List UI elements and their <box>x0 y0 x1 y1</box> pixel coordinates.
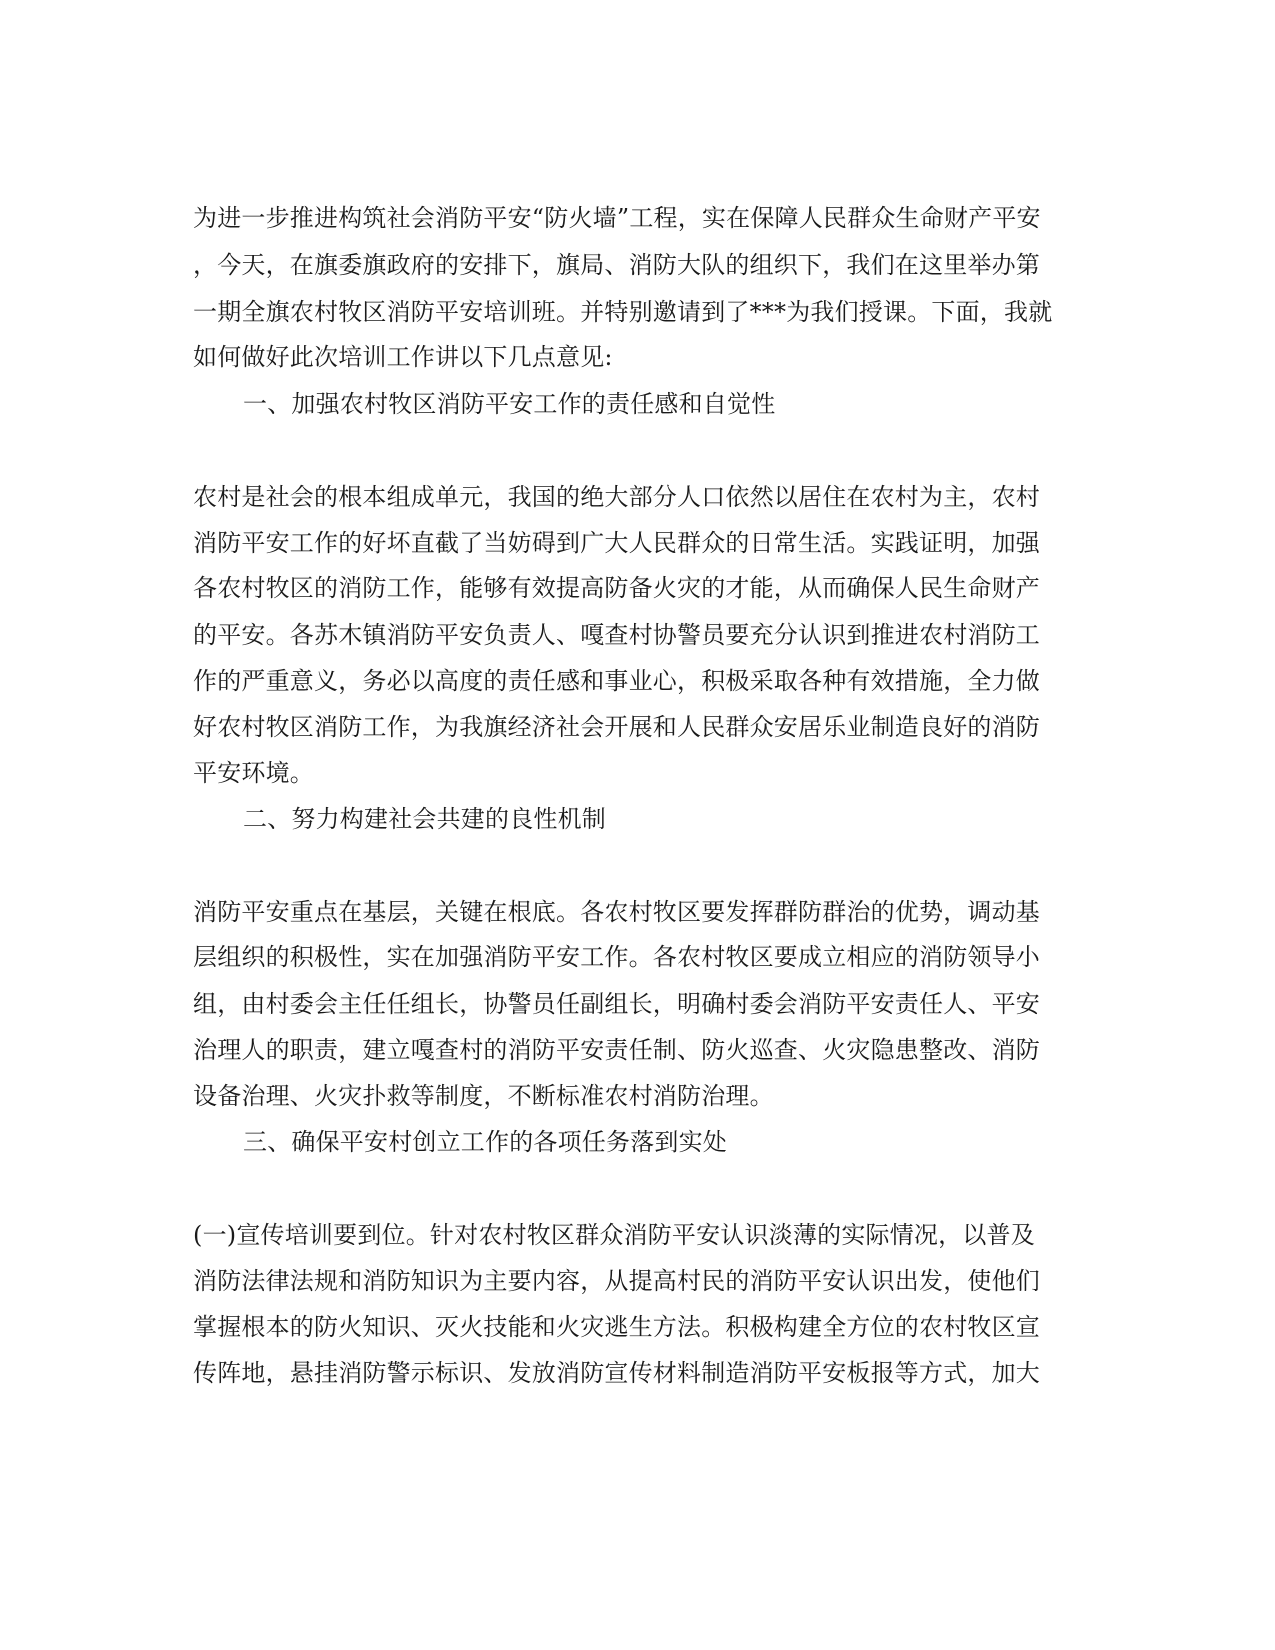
paragraph-line: 农村是社会的根本组成单元，我国的绝大部分人口依然以居住在农村为主，农村 <box>193 483 1040 511</box>
paragraph-line: 掌握根本的防火知识、灭火技能和火灾逃生方法。积极构建全方位的农村牧区宣 <box>193 1313 1040 1341</box>
paragraph-line: 各农村牧区的消防工作，能够有效提高防备火灾的才能，从而确保人民生命财产 <box>193 574 1040 602</box>
section-heading-1: 一、加强农村牧区消防平安工作的责任感和自觉性 <box>243 390 776 418</box>
paragraph-line: 治理人的职责，建立嘎查村的消防平安责任制、防火巡查、火灾隐患整改、消防 <box>193 1036 1040 1064</box>
section-heading-2: 二、努力构建社会共建的良性机制 <box>243 805 606 833</box>
paragraph-line: 设备治理、火灾扑救等制度，不断标准农村消防治理。 <box>193 1082 774 1110</box>
paragraph-line: 好农村牧区消防工作，为我旗经济社会开展和人民群众安居乐业制造良好的消防 <box>193 713 1040 741</box>
paragraph-line: 平安环境。 <box>193 759 314 787</box>
paragraph-line: 作的严重意义，务必以高度的责任感和事业心，积极采取各种有效措施，全力做 <box>193 667 1040 695</box>
paragraph-line: 消防平安工作的好坏直截了当妨碍到广大人民群众的日常生活。实践证明，加强 <box>193 529 1040 557</box>
section-heading-3: 三、确保平安村创立工作的各项任务落到实处 <box>243 1128 727 1156</box>
paragraph-line: 组，由村委会主任任组长，协警员任副组长，明确村委会消防平安责任人、平安 <box>193 990 1040 1018</box>
paragraph-line: (一)宣传培训要到位。针对农村牧区群众消防平安认识淡薄的实际情况，以普及 <box>193 1221 1035 1249</box>
paragraph-line: 层组织的积极性，实在加强消防平安工作。各农村牧区要成立相应的消防领导小 <box>193 943 1040 971</box>
paragraph-line: 消防法律法规和消防知识为主要内容，从提高村民的消防平安认识出发，使他们 <box>193 1267 1040 1295</box>
paragraph-line: 为进一步推进构筑社会消防平安“防火墙”工程，实在保障人民群众生命财产平安 <box>193 204 1041 232</box>
paragraph-line: ，今天，在旗委旗政府的安排下，旗局、消防大队的组织下，我们在这里举办第 <box>193 251 1040 279</box>
paragraph-line: 的平安。各苏木镇消防平安负责人、嘎查村协警员要充分认识到推进农村消防工 <box>193 621 1040 649</box>
paragraph-line: 如何做好此次培训工作讲以下几点意见: <box>193 343 613 371</box>
paragraph-line: 消防平安重点在基层，关键在根底。各农村牧区要发挥群防群治的优势，调动基 <box>193 898 1040 926</box>
paragraph-line: 传阵地，悬挂消防警示标识、发放消防宣传材料制造消防平安板报等方式，加大 <box>193 1359 1040 1387</box>
paragraph-line: 一期全旗农村牧区消防平安培训班。并特别邀请到了***为我们授课。下面，我就 <box>193 298 1053 326</box>
